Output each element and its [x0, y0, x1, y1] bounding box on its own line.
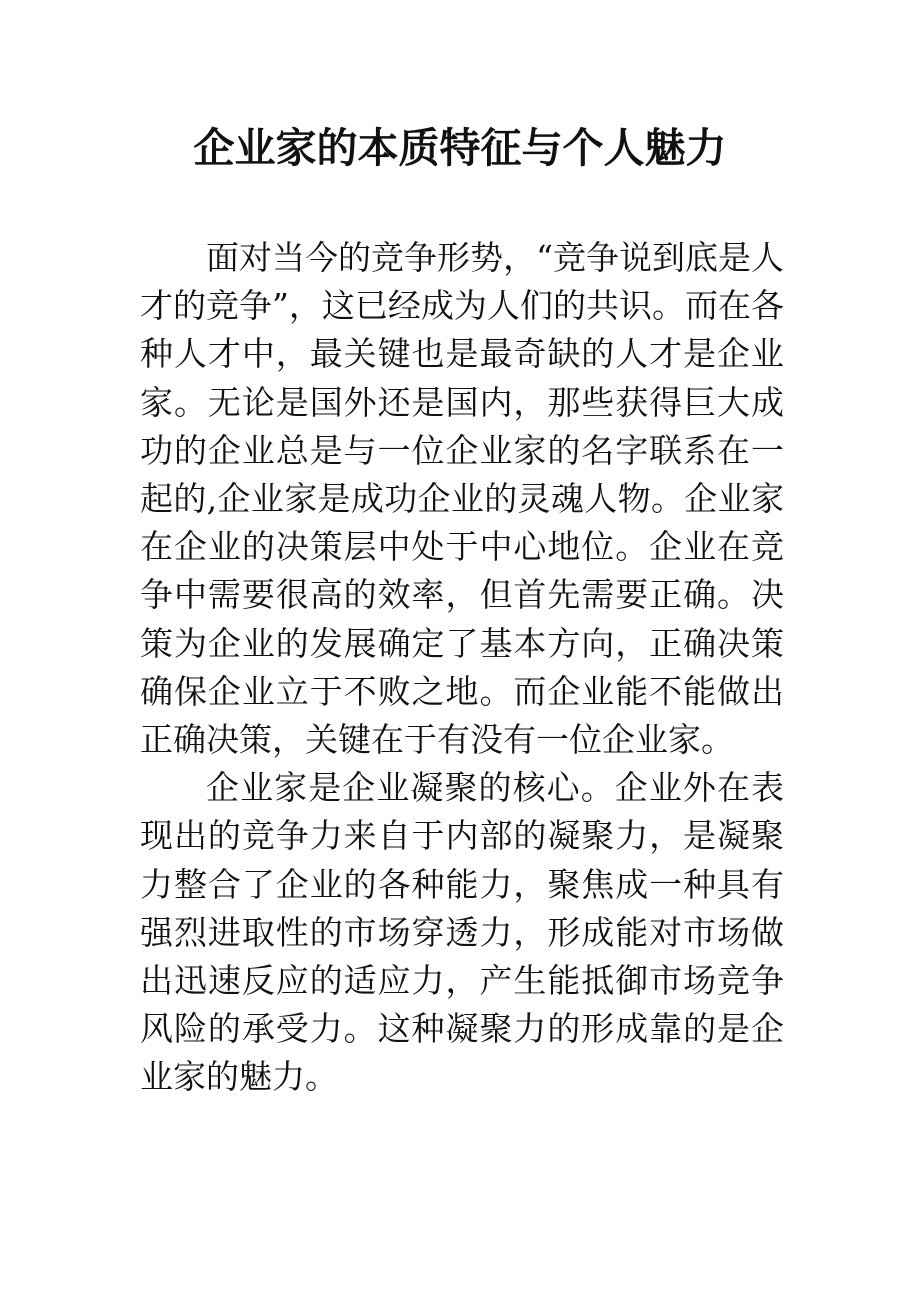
paragraph-1: 面对当今的竞争形势，“竞争说到底是人才的竞争”，这已经成为人们的共识。而在各种人才中，最关键也是最奇缺的人才是企业家。无论是国外还是国内，那些获得巨大成功的企业总是与一位企业家的名字联系在一起的,企业家是成功企业的灵魂人物。企业家在企业的决策层中处于中心地位。企业在竞争中需要很高的效率，但首先需要正确。决策为企业的发展确定了基本方向，正确决策确保企业立于不败之地。而企业能不能做出正确决策，关键在于有没有一位企业家。: [140, 238, 784, 760]
document-title: 企业家的本质特征与个人魅力: [193, 124, 727, 172]
document-body: [140, 234, 784, 1102]
paragraph-2: 企业家是企业凝聚的核心。企业外在表现出的竞争力来自于内部的凝聚力，是凝聚力整合了企业的各种能力，聚焦成一种具有强烈进取性的市场穿透力，形成能对市场做出迅速反应的适应力，产生能抵御市场竞争风险的承受力。这种凝聚力的形成靠的是企业家的魅力。: [140, 768, 784, 1097]
